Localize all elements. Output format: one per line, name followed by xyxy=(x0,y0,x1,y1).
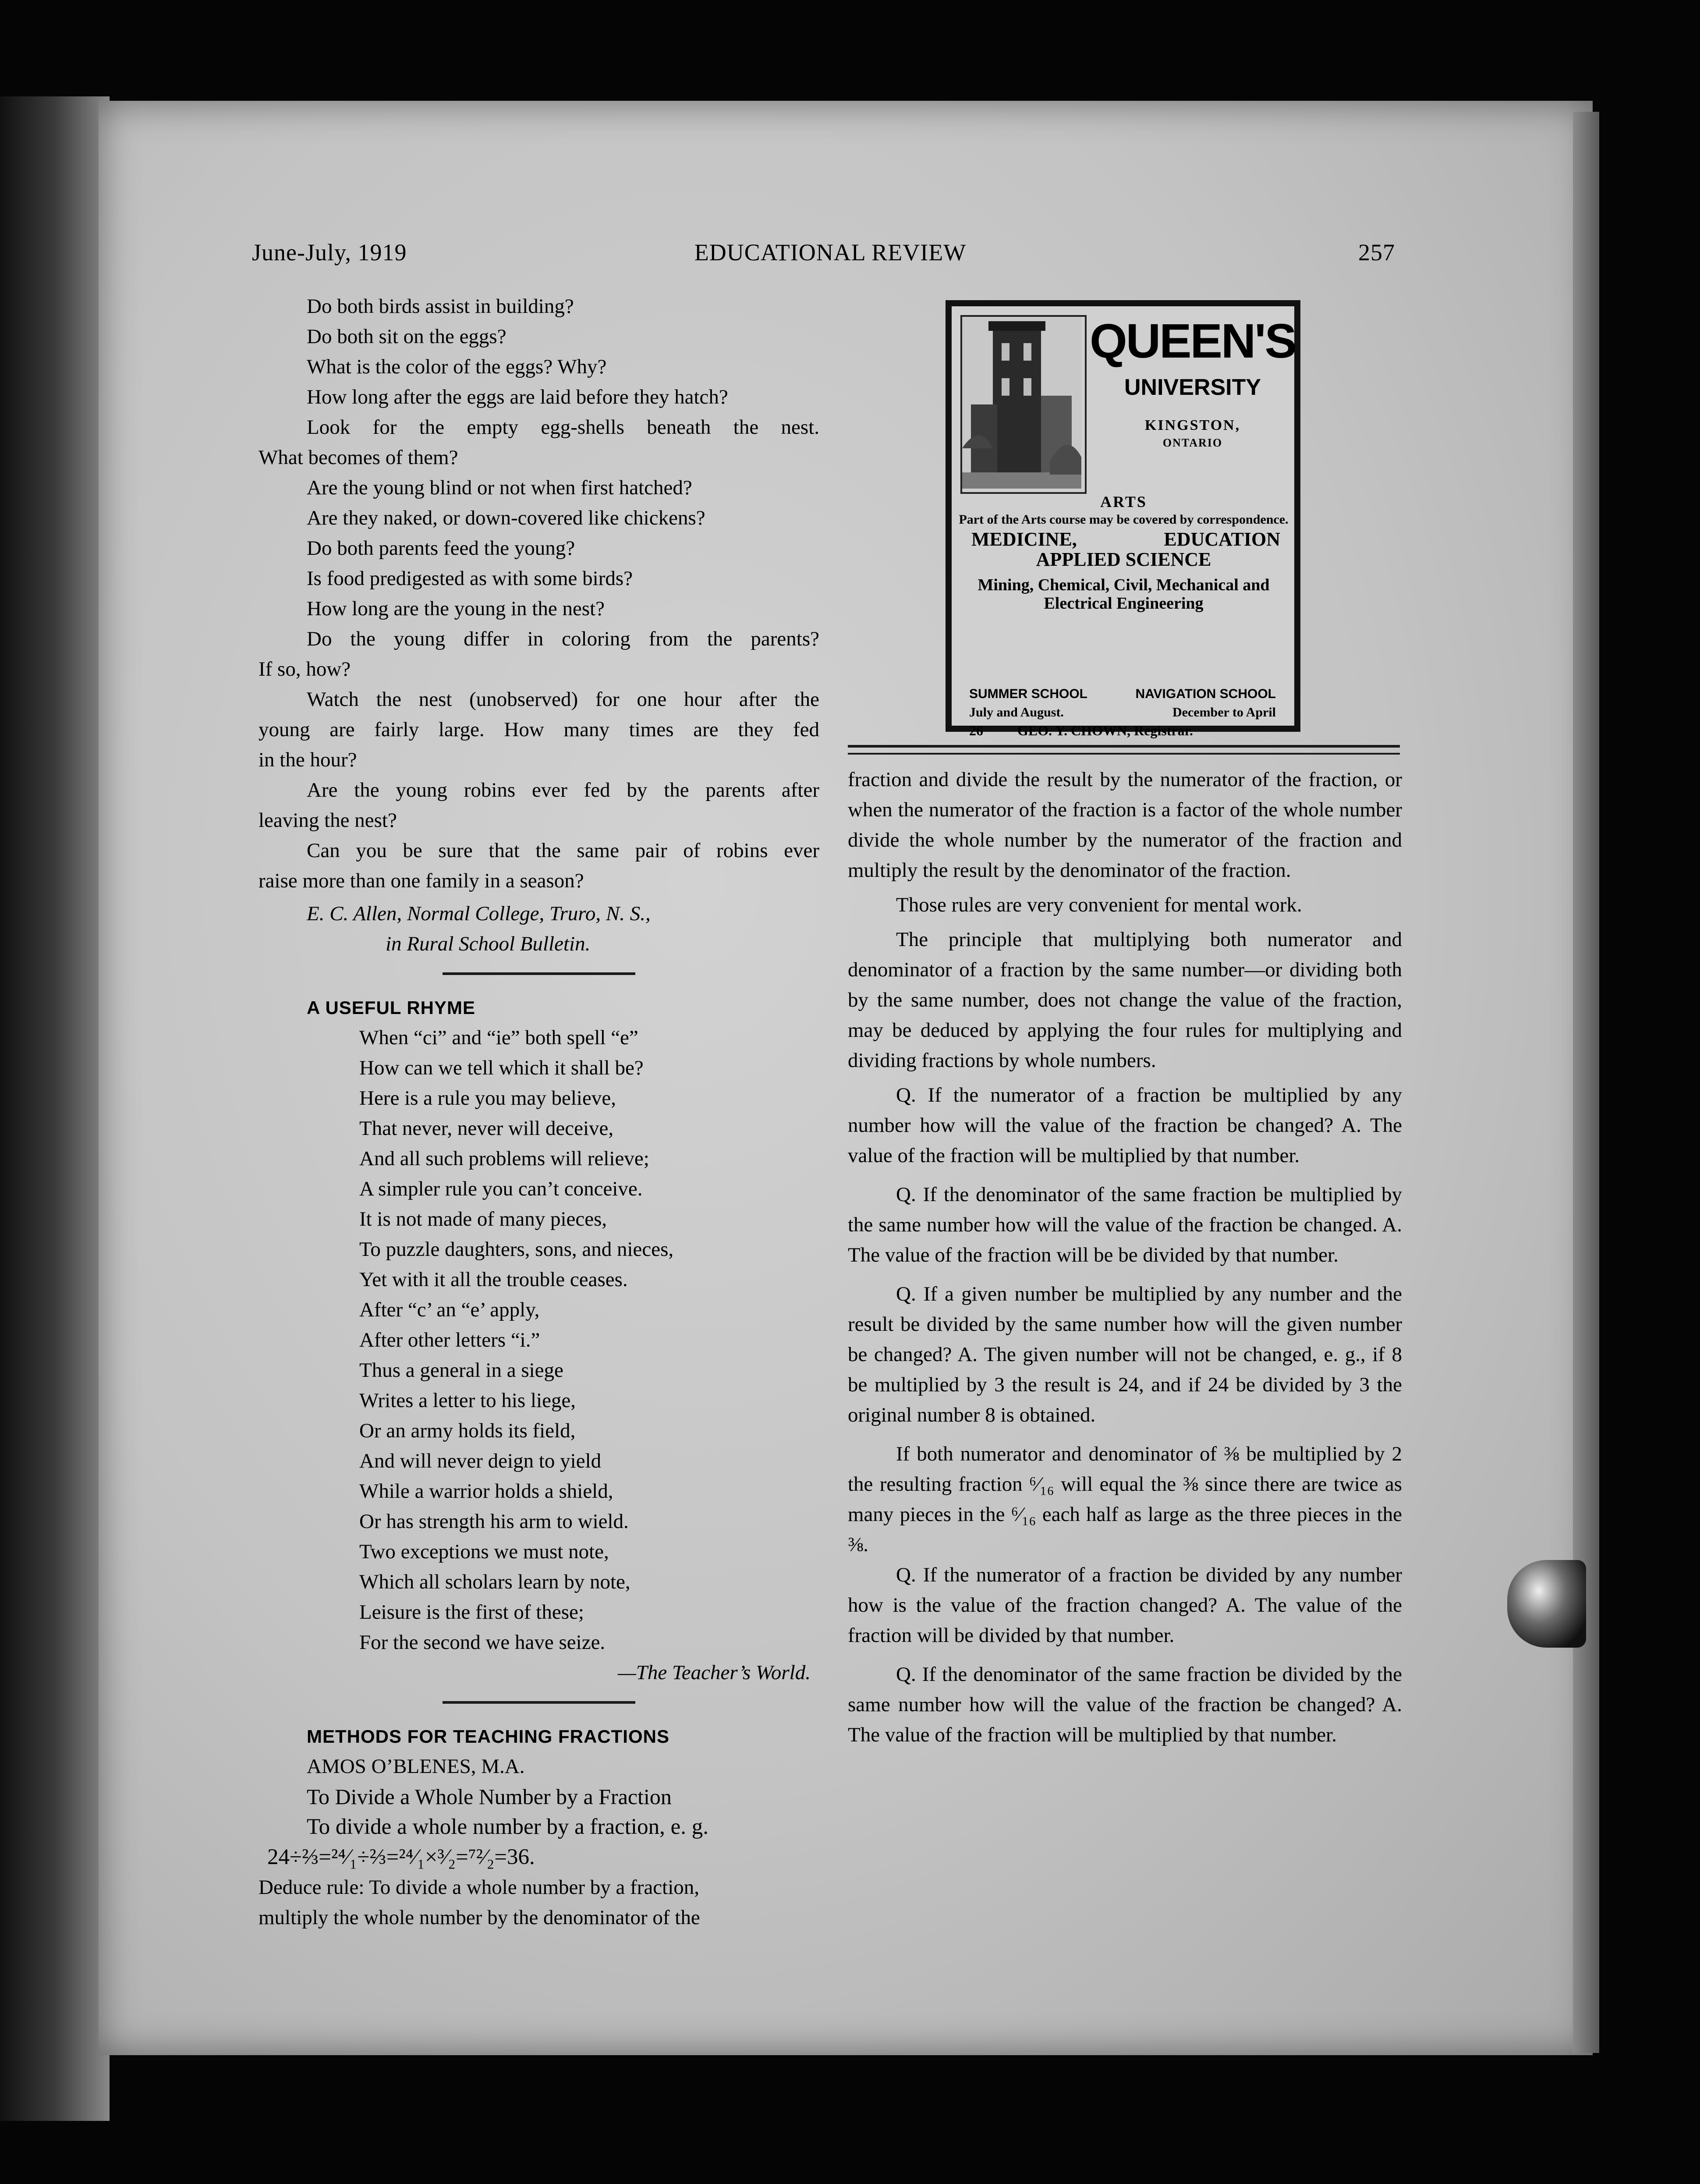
right-paragraph-5: Q. If the denominator of the same fraction be multiplied by the same number how will the value of the fraction be changed. A. The value of the fraction will be be divided by that number. xyxy=(848,1183,1402,1266)
header-journal-title: EDUCATIONAL REVIEW xyxy=(694,239,967,266)
question-line: leaving the nest? xyxy=(259,809,397,832)
ad-summer-dates: July and August. xyxy=(969,705,1064,720)
page-fore-edge xyxy=(1573,112,1599,2053)
rhyme-line: After other letters “i.” xyxy=(359,1329,540,1351)
question-line: Do both parents feed the young? xyxy=(307,537,575,560)
ad-navigation-school: NAVIGATION SCHOOL xyxy=(1135,687,1276,701)
question-line: Are the young robins ever fed by the parents after xyxy=(307,779,819,801)
ad-education: EDUCATION xyxy=(1164,528,1280,550)
right-paragraph-2: Those rules are very convenient for mental work. xyxy=(896,893,1302,916)
methods-paragraph-2-line-1: Deduce rule: To divide a whole number by a fraction, xyxy=(259,1876,700,1899)
rhyme-line: Leisure is the first of these; xyxy=(359,1601,584,1624)
ad-registrar: GEO. Y. CHOWN, Registrar. xyxy=(1017,723,1193,738)
rhyme-source: —The Teacher’s World. xyxy=(617,1661,811,1684)
right-paragraph-8: Q. If the numerator of a fraction be divided by any number how is the value of the fraction changed? A. The value of the fraction will be divided by that number. xyxy=(848,1564,1402,1647)
rhyme-line: How can we tell which it shall be? xyxy=(359,1057,644,1079)
left-column xyxy=(259,291,819,1933)
question-line: How long after the eggs are laid before they hatch? xyxy=(307,386,728,408)
question-line: Do the young differ in coloring from the parents? xyxy=(307,628,819,650)
rhyme-line: And all such problems will relieve; xyxy=(359,1147,649,1170)
bird-questions xyxy=(259,291,819,896)
question-line: young are fairly large. How many times are they fed xyxy=(259,718,819,741)
rhyme-line: For the second we have seize. xyxy=(359,1631,606,1654)
question-line: Are the young blind or not when first hatched? xyxy=(307,476,692,499)
university-building-illustration xyxy=(960,315,1087,494)
methods-subheading: To Divide a Whole Number by a Fraction xyxy=(307,1784,672,1809)
right-paragraph-6: Q. If a given number be multiplied by any number and the result be divided by the same number how will the given number be changed? A. The given number will not be changed, e. g., if 8 be multiplied by 3 the result is 24, and if 24 be divided by 3 the original number 8 is obtained. xyxy=(848,1283,1402,1426)
useful-rhyme-poem xyxy=(359,1023,819,1658)
question-line: raise more than one family in a season? xyxy=(259,869,584,892)
facing-page-edge xyxy=(0,96,110,2121)
ad-province: ONTARIO xyxy=(1162,436,1223,449)
ad-arts: ARTS xyxy=(1100,493,1147,511)
right-column xyxy=(848,765,1402,1750)
rhyme-line: Writes a letter to his liege, xyxy=(359,1389,576,1412)
methods-author: AMOS O’BLENES, M.A. xyxy=(307,1755,525,1778)
attribution-line-1: E. C. Allen, Normal College, Truro, N. S., xyxy=(307,902,651,925)
question-line: What becomes of them? xyxy=(259,446,458,469)
ad-city: KINGSTON, xyxy=(1144,417,1241,433)
question-line: What is the color of the eggs? Why? xyxy=(307,355,607,378)
rhyme-line: Which all scholars learn by note, xyxy=(359,1571,630,1593)
ad-navigation-dates: December to April xyxy=(1172,705,1276,720)
rhyme-line: Or has strength his arm to wield. xyxy=(359,1510,629,1533)
question-line: Are they naked, or down-covered like chickens? xyxy=(307,507,705,529)
rhyme-line: Here is a rule you may believe, xyxy=(359,1087,616,1110)
right-paragraph-7: If both numerator and denominator of ⅜ be multiplied by 2 the resulting fraction ⁶⁄₁₆ will equal the ⅜ since there are twice as many pieces in the ⁶⁄₁₆ each half as large as the three pieces in the ⅜. xyxy=(848,1443,1402,1556)
methods-paragraph-2-line-2: multiply the whole number by the denominator of the xyxy=(259,1906,700,1929)
ad-engineering: Mining, Chemical, Civil, Mechanical and Electrical Engineering xyxy=(978,576,1270,613)
ad-applied-science: APPLIED SCIENCE xyxy=(1036,549,1211,570)
methods-paragraph-1: To divide a whole number by a fraction, e. g. xyxy=(307,1815,708,1839)
rhyme-line: After “c’ an “e’ apply, xyxy=(359,1298,540,1321)
header-date: June-July, 1919 xyxy=(252,239,407,266)
right-paragraph-3: The principle that multiplying both numerator and denominator of a fraction by the same number—or dividing both by the same number, does not change the value of the fraction, may be deduced by applying the four rules for multiplying and dividing fractions by whole numbers. xyxy=(848,928,1402,1072)
ad-summer-school: SUMMER SCHOOL xyxy=(969,687,1087,701)
ad-medicine: MEDICINE, xyxy=(971,528,1077,550)
rhyme-line: It is not made of many pieces, xyxy=(359,1208,607,1230)
queens-university-advertisement xyxy=(946,300,1300,738)
right-paragraph-1: fraction and divide the result by the numerator of the fraction, or when the numerator of the fraction is a factor of the whole number divide the whole number by the numerator of the fraction and multiply the result by the denominator of the fraction. xyxy=(848,768,1402,882)
rhyme-heading: A USEFUL RHYME xyxy=(307,997,476,1018)
attribution-line-2: in Rural School Bulletin. xyxy=(386,932,591,955)
column-rule xyxy=(848,745,1400,755)
question-line: Do both sit on the eggs? xyxy=(307,325,506,348)
methods-heading: METHODS FOR TEACHING FRACTIONS xyxy=(307,1726,669,1747)
question-line: If so, how? xyxy=(259,658,351,681)
rhyme-line: A simpler rule you can’t conceive. xyxy=(359,1177,643,1200)
rhyme-line: Yet with it all the trouble ceases. xyxy=(359,1268,628,1291)
rhyme-line: When “ci” and “ie” both spell “e” xyxy=(359,1026,638,1049)
right-paragraph-4: Q. If the numerator of a fraction be multiplied by any number how will the value of the fraction be changed? A. The value of the fraction will be multiplied by that number. xyxy=(848,1084,1402,1167)
rhyme-line: That never, never will deceive, xyxy=(359,1117,614,1140)
question-line: Can you be sure that the same pair of robins ever xyxy=(307,839,819,862)
right-paragraph-9: Q. If the denominator of the same fraction be divided by the same number how will the value of the fraction be changed? A. The value of the fraction will be multiplied by that number. xyxy=(848,1663,1402,1746)
section-divider xyxy=(443,972,635,975)
section-divider xyxy=(443,1701,635,1704)
question-line: Do both birds assist in building? xyxy=(307,295,574,318)
question-line: Watch the nest (unobserved) for one hour after the xyxy=(307,688,819,711)
question-line: Look for the empty egg-shells beneath the nest. xyxy=(307,416,819,439)
methods-formula: 24÷⅔=²⁴⁄₁÷⅔=²⁴⁄₁×³⁄₂=⁷²⁄₂=36. xyxy=(267,1845,535,1869)
rhyme-line: To puzzle daughters, sons, and nieces, xyxy=(359,1238,674,1261)
ad-queens-title: QUEEN'S xyxy=(1090,314,1296,368)
question-line: in the hour? xyxy=(259,748,357,771)
rhyme-line: Or an army holds its field, xyxy=(359,1419,576,1442)
binder-clip xyxy=(1507,1560,1586,1648)
tower-building-icon xyxy=(962,317,1081,489)
rhyme-line: Thus a general in a siege xyxy=(359,1359,563,1382)
question-line: How long are the young in the nest? xyxy=(307,597,605,620)
question-line: Is food predigested as with some birds? xyxy=(307,567,633,590)
ad-number: 26 xyxy=(969,723,983,738)
header-page-number: 257 xyxy=(1358,239,1395,266)
ad-arts-note: Part of the Arts course may be covered by correspondence. xyxy=(959,512,1289,527)
rhyme-line: While a warrior holds a shield, xyxy=(359,1480,613,1503)
ad-university: UNIVERSITY xyxy=(1124,375,1261,400)
rhyme-line: And will never deign to yield xyxy=(359,1450,602,1472)
rhyme-line: Two exceptions we must note, xyxy=(359,1540,609,1563)
